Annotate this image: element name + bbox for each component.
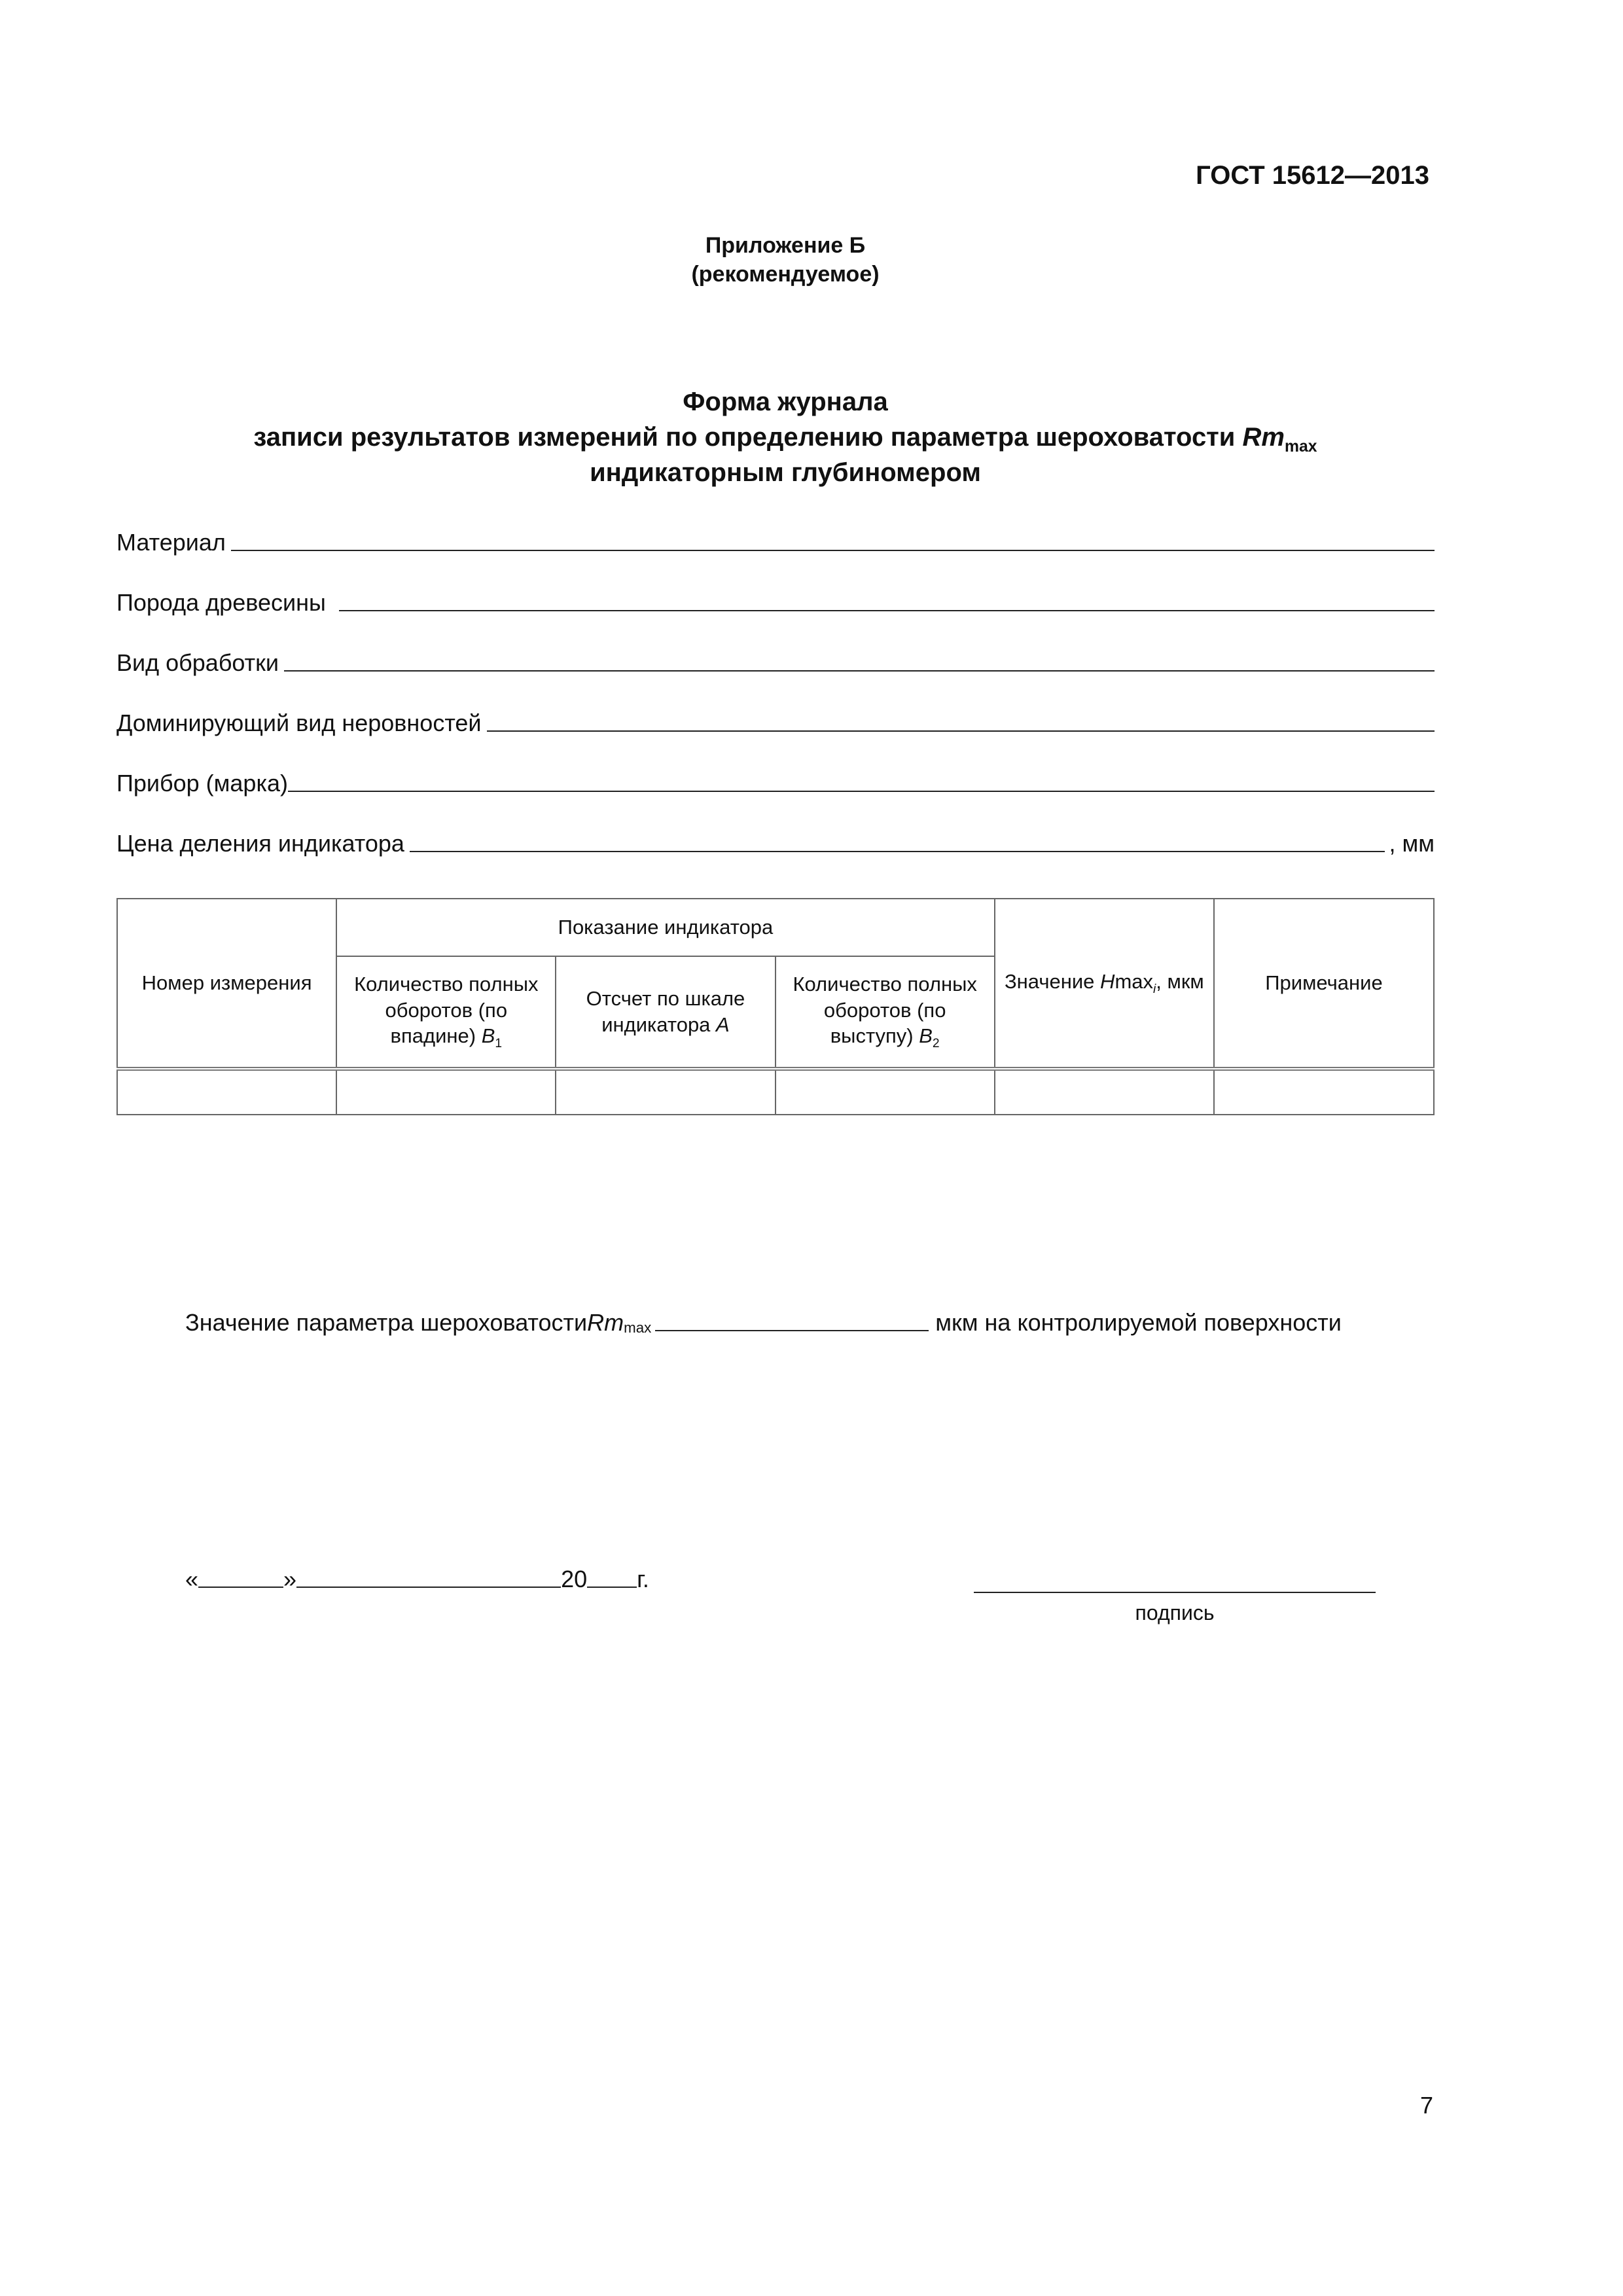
form-title-line1: Форма журнала [683, 387, 888, 416]
instrument-label: Прибор (марка) [116, 770, 289, 797]
material-blank[interactable] [231, 549, 1435, 551]
a-text: Отсчет по шкале индикатора [586, 987, 745, 1036]
rm-subscript: max [1284, 438, 1317, 456]
header-a [556, 956, 775, 1069]
date-day-blank[interactable] [198, 1586, 283, 1588]
b2-text: Количество полных оборотов (по выступу) [793, 972, 977, 1048]
hmax-subscript: i [1153, 982, 1156, 996]
dominant-irregularity-blank[interactable] [487, 730, 1435, 732]
hmax-symbol: H [1100, 969, 1115, 993]
header-indicator-reading: Показание индикатора [336, 899, 995, 956]
date-line [185, 1566, 649, 1593]
result-suffix: мкм на контролируемой поверхности [935, 1309, 1342, 1336]
table-row [117, 1069, 1434, 1115]
hmax-prefix: Значение [1004, 969, 1101, 993]
b2-symbol: B [919, 1024, 933, 1048]
cell-b1[interactable] [336, 1069, 556, 1115]
date-open-quote: « [185, 1566, 199, 1592]
b1-symbol: B [481, 1024, 495, 1048]
b1-text: Количество полных оборотов (по впадине) [354, 972, 539, 1048]
page-number: 7 [1419, 2092, 1433, 2119]
indicator-division-blank[interactable] [410, 850, 1385, 852]
date-year-blank[interactable] [587, 1586, 637, 1588]
cell-note[interactable] [1214, 1069, 1434, 1115]
material-field[interactable] [116, 517, 1435, 556]
signature-caption: подпись [1135, 1601, 1215, 1624]
dominant-irregularity-label: Доминирующий вид неровностей [116, 709, 482, 736]
indicator-division-unit: , мм [1389, 830, 1435, 857]
measurement-table [116, 898, 1435, 1115]
date-month-blank[interactable] [296, 1586, 561, 1588]
result-label: Значение параметра шероховатости [185, 1309, 588, 1336]
header-measurement-number: Номер измерения [117, 899, 336, 1069]
result-rm-subscript: max [624, 1319, 652, 1336]
appendix-status: (рекомендуемое) [691, 262, 880, 287]
header-hmax-value [995, 899, 1214, 1069]
material-label: Материал [116, 529, 226, 556]
form-title-line2 [0, 423, 1571, 456]
header-b2 [776, 956, 995, 1069]
header-note: Примечание [1214, 899, 1434, 1069]
wood-species-blank[interactable] [339, 609, 1435, 611]
wood-species-field[interactable] [116, 577, 1435, 617]
b1-subscript: 1 [495, 1037, 503, 1051]
header-b1 [336, 956, 556, 1069]
rm-symbol: Rm [1242, 423, 1285, 452]
instrument-blank[interactable] [288, 790, 1435, 792]
processing-type-field[interactable] [116, 637, 1435, 677]
cell-a[interactable] [556, 1069, 775, 1115]
date-year-prefix: 20 [561, 1566, 588, 1592]
dominant-irregularity-field[interactable] [116, 698, 1435, 737]
instrument-field[interactable] [116, 758, 1435, 797]
date-close-quote: » [283, 1566, 297, 1592]
date-year-suffix: г. [637, 1566, 649, 1592]
indicator-division-label: Цена деления индикатора [116, 830, 404, 857]
cell-hmax[interactable] [995, 1069, 1214, 1115]
cell-measurement-number[interactable] [117, 1069, 336, 1115]
signature-line[interactable] [974, 1592, 1376, 1593]
form-title-line3: индикаторным глубиномером [590, 458, 981, 487]
hmax-unit: , мкм [1156, 969, 1204, 993]
b2-subscript: 2 [932, 1037, 940, 1051]
processing-type-label: Вид обработки [116, 649, 279, 676]
document-code: ГОСТ 15612—2013 [1196, 161, 1429, 190]
wood-species-label: Порода древесины [116, 589, 326, 616]
result-rm-symbol: Rm [587, 1309, 624, 1336]
indicator-division-field[interactable] [116, 818, 1435, 857]
processing-type-blank[interactable] [284, 670, 1435, 672]
result-line [185, 1309, 1342, 1336]
form-title-line2-text: записи результатов измерений по определению параметра шероховатости [253, 423, 1243, 452]
appendix-title: Приложение Б [705, 233, 866, 258]
cell-b2[interactable] [776, 1069, 995, 1115]
hmax-text: max [1115, 969, 1154, 993]
result-value-blank[interactable] [655, 1329, 929, 1331]
a-symbol: A [716, 1013, 730, 1036]
